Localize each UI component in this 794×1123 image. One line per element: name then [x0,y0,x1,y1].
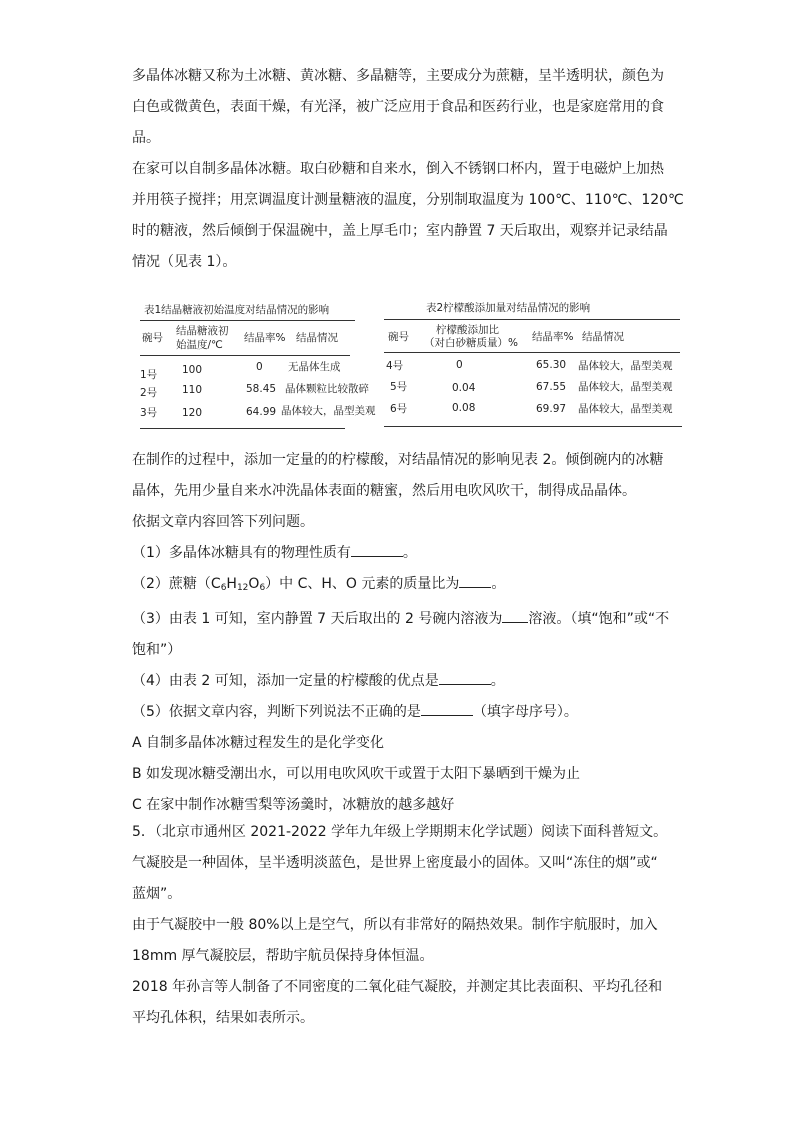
method-line: 情况（见表 1）。 [132,254,237,270]
intro-paragraph [132,61,662,154]
table-2-header: 柠檬酸添加比 [436,324,499,336]
question-4-end: 。 [490,673,505,689]
table-cell: 2号 [140,387,158,399]
intro-line: 白色或微黄色，表面干燥，有光泽，被广泛应用于食品和医药行业，也是家庭常用的食 [132,99,664,115]
question-4-text: （4）由表 2 可知，添加一定量的柠檬酸的优点是 [132,673,439,689]
question-5 [132,697,662,728]
table-cell: 5号 [390,381,408,393]
table-2-header: 结晶率% [532,331,574,343]
method-line: 在家可以自制多晶体冰糖。取白砂糖和自来水，倒入不锈钢口杯内，置于电磁炉上加热 [132,161,664,177]
table-2-bottom-rule [384,426,682,427]
table-cell: 58.45 [246,383,277,395]
table-1-title: 表1结晶糖液初始温度对结晶情况的影响 [144,304,330,316]
table-cell: 0.08 [452,402,476,414]
table-2-top-rule [384,319,680,320]
question-4 [132,666,662,697]
table-cell: 69.97 [536,403,567,415]
question-1-end: 。 [402,545,417,561]
intro-line: 品。 [132,130,160,146]
table-cell: 3号 [140,407,158,419]
answer-blank-1[interactable] [351,542,403,557]
table-1-header-rule [140,355,350,356]
table-1 [140,298,376,433]
formula-element: O [248,576,260,592]
table-1-header: 始温度/℃ [176,339,223,351]
question-3-continued: 饱和”） [132,642,182,658]
intro-line: 多晶体冰糖又称为土冰糖、黄冰糖、多晶糖等，主要成分为蔗糖，呈半透明状，颜色为 [132,68,664,84]
table-cell: 晶体较大，晶型美观 [281,405,376,417]
question-3-text: （3）由表 1 可知，室内静置 7 天后取出的 2 号碗内溶液为 [132,611,503,627]
after-paragraph [132,445,662,538]
method-paragraph [132,154,684,278]
subscript: 6 [220,583,227,593]
formula-element: H [226,576,237,592]
question-1 [132,538,662,569]
table-1-bottom-rule [140,428,345,429]
questions [132,538,670,821]
method-line: 时的糖液，然后倾倒于保温碗中，盖上厚毛巾；室内静置 7 天后取出，观察并记录结晶 [132,223,668,239]
after-line: 依据文章内容回答下列问题。 [132,514,314,530]
table-1-header: 结晶糖液初 [176,325,229,337]
answer-blank-5[interactable] [421,701,473,716]
question-2-text: ）中 C、H、O 元素的质量比为 [265,576,460,592]
question-2-text: （2）蔗糖（C [132,576,221,592]
answer-blank-3[interactable] [502,608,528,623]
table-2-title: 表2柠檬酸添加量对结晶情况的影响 [426,302,591,314]
table-1-header: 结晶率% [244,332,286,344]
method-line: 并用筷子搅拌；用烹调温度计测量糖液的温度，分别制取温度为 100℃、110℃、120℃ [132,192,684,208]
question-3-text: 溶液。（填“饱和”或“不 [528,611,670,627]
table-1-header: 结晶情况 [296,332,338,344]
after-line: 晶体，先用少量自来水冲洗晶体表面的糖蜜，然后用电吹风吹干，制得成品晶体。 [132,483,636,499]
table-cell: 0 [456,359,463,371]
after-line: 在制作的过程中，添加一定量的的柠檬酸，对结晶情况的影响见表 2。倾倒碗内的冰糖 [132,452,664,468]
question-3 [132,604,670,635]
table-cell: 67.55 [536,381,567,393]
table-cell: 120 [182,407,203,419]
subscript: 6 [259,583,266,593]
table-cell: 无晶体生成 [288,361,341,373]
answer-blank-4[interactable] [439,670,491,685]
option-c: C 在家中制作冰糖雪梨等汤羹时，冰糖放的越多越好 [132,797,455,813]
table-2-header: （对白砂糖质量）% [424,337,518,349]
question-1-text: （1）多晶体冰糖具有的物理性质有 [132,545,351,561]
table-1-top-rule [140,320,355,321]
table-cell: 1号 [140,369,158,381]
table-2-header-rule [384,352,680,353]
question-2 [132,569,662,604]
table-cell: 4号 [386,360,404,372]
next-line: 气凝胶是一种固体，呈半透明淡蓝色，是世界上密度最小的固体。又叫“冻住的烟”或“ [132,855,658,871]
table-cell: 65.30 [536,359,567,371]
next-line: 由于气凝胶中一般 80%以上是空气，所以有非常好的隔热效果。制作宇航服时，加入 [132,917,658,933]
table-2-header: 结晶情况 [582,331,624,343]
table-cell: 0.04 [452,382,476,394]
table-1-header: 碗号 [142,332,163,344]
next-line: 2018 年孙言等人制备了不同密度的二氧化硅气凝胶，并测定其比表面积、平均孔径和 [132,979,663,995]
table-cell: 晶体颗粒比较散碎 [285,383,369,395]
question-5-text: （5）依据文章内容，判断下列说法不正确的是 [132,704,421,720]
table-cell: 110 [182,384,203,396]
table-2-header: 碗号 [388,331,409,343]
table-cell: 晶体较大，晶型美观 [578,381,673,393]
next-line: 蓝烟”。 [132,886,182,902]
option-b: B 如发现冰糖受潮出水，可以用电吹风吹干或置于太阳下暴晒到干燥为止 [132,766,581,782]
question-2-end: 。 [491,576,506,592]
next-line: 平均孔体积，结果如表所示。 [132,1010,314,1026]
table-cell: 0 [256,361,263,373]
next-line: 18mm 厚气凝胶层，帮助宇航员保持身体恒温。 [132,948,434,964]
question-5-end: （填字母序号）。 [472,704,578,720]
table-cell: 6号 [390,403,408,415]
table-cell: 64.99 [246,406,277,418]
subscript: 12 [236,583,249,593]
answer-blank-2[interactable] [459,573,491,588]
next-line: 5．（北京市通州区 2021-2022 学年九年级上学期期末化学试题）阅读下面科普短文。 [132,824,668,840]
table-2 [384,296,684,431]
table-cell: 晶体较大，晶型美观 [578,360,673,372]
table-cell: 100 [182,364,203,376]
table-cell: 晶体较大，晶型美观 [578,403,673,415]
option-a: A 自制多晶体冰糖过程发生的是化学变化 [132,735,385,751]
next-article [132,817,668,1034]
